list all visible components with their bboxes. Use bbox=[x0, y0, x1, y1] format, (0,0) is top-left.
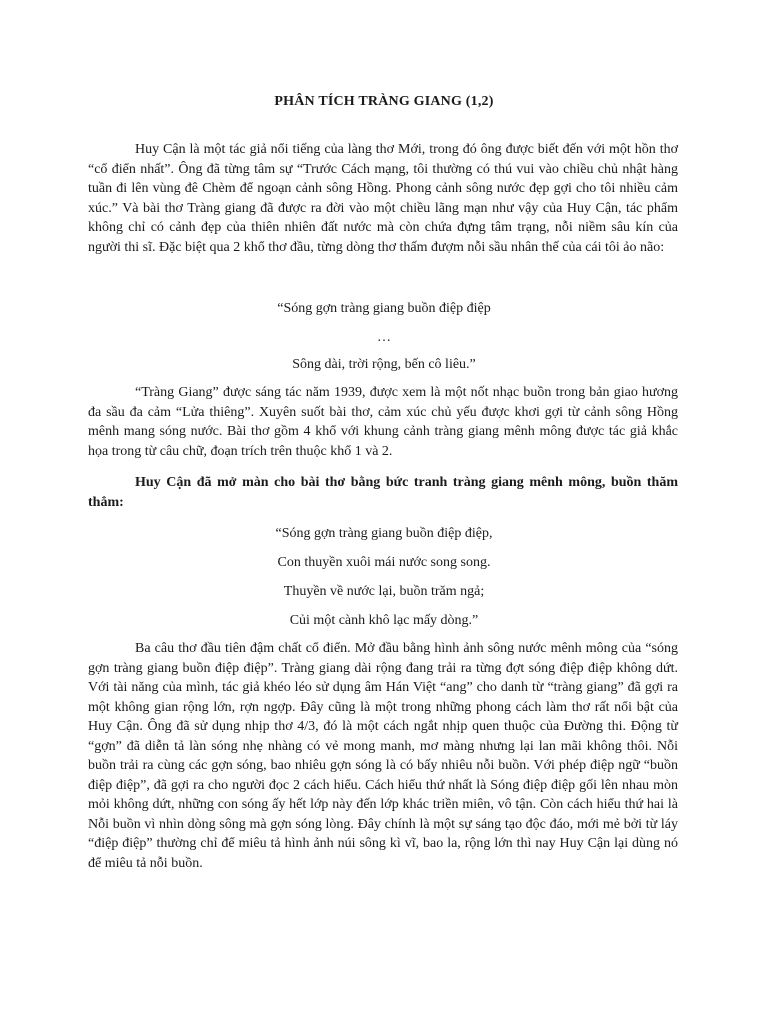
paragraph-3: Ba câu thơ đầu tiên đậm chất cổ điển. Mở đầu bằng hình ảnh sông nước mênh mông của “sóng gợn tràng giang buồn điệp điệp”. Tràng giang dài rộng đang trải ra từng đợt sóng điệp điệp không dứt. Với tài năng của mình, tác giả khéo léo sử dụng âm Hán Việt “ang” cho danh từ “tràng giang” đã gợi ra một không gian rộng lớn, rợn ngợp. Đây cũng là một trong những phong cách làm thơ rất nổi bật của Huy Cận. Ông đã sử dụng nhịp thơ 4/3, đó là một cách ngắt nhịp quen thuộc của Đường thi. Động từ “gợn” đã diễn tả làn sóng nhẹ nhàng có vẻ mong manh, mơ màng nhưng lại lan mãi không thôi. Nỗi buồn trải ra cùng các gợn sóng, bao nhiêu gợn sóng là có bấy nhiêu nỗi buồn. Với phép điệp ngữ “buồn điệp điệp”, đã gợi ra cho người đọc 2 cách hiểu. Cách hiểu thứ nhất là Sóng điệp điệp gối lên nhau mòn mỏi không dứt, những con sóng ấy hết lớp này đến lớp khác triền miên, vô tận. Còn cách hiểu thứ hai là Nỗi buồn vì nhìn dòng sông mà gợn sóng lòng. Đây chính là một sự sáng tạo độc đáo, mới mẻ bởi từ láy “điệp điệp” thường chỉ để miêu tả hình ảnh núi sông kì vĩ, bao la, rộng lớn thì nay Huy Cận lại dùng nó để miêu tả nỗi buồn. bbox=[88, 641, 678, 871]
quote-line-2: Sông dài, trời rộng, bến cô liêu.” bbox=[292, 357, 476, 372]
stanza-line-2: Con thuyền xuôi mái nước song song. bbox=[277, 555, 491, 570]
stanza-line-3: Thuyền về nước lại, buồn trăm ngả; bbox=[283, 584, 485, 599]
intro-paragraph: Huy Cận là một tác giả nổi tiếng của làng thơ Mới, trong đó ông được biết đến với một hồn thơ “cổ điển nhất”. Ông đã từng tâm sự “Trước Cách mạng, tôi thường có thú vui vào chiều chủ nhật hàng tuần đi lên vùng đê Chèm để ngoạn cảnh sông Hồng. Phong cảnh sông nước đẹp gợi cho tôi nhiều cảm xúc.” Và bài thơ Tràng giang đã được ra đời vào một chiều lãng mạn như vậy của Huy Cận, tác phẩm không chỉ có cảnh đẹp của thiên nhiên đất nước mà còn chứa đựng tâm trạng, nỗi niềm sâu kín của người thi sĩ. Đặc biệt qua 2 khổ thơ đầu, từng dòng thơ thấm đượm nỗi sầu nhân thế của cái tôi ảo não: bbox=[88, 142, 678, 255]
quote-line-1: “Sóng gợn tràng giang buồn điệp điệp bbox=[277, 301, 491, 316]
stanza-line-4: Củi một cành khô lạc mấy dòng.” bbox=[289, 613, 479, 628]
stanza-line-1: “Sóng gợn tràng giang buồn điệp điệp, bbox=[275, 526, 493, 541]
quote-ellipsis: … bbox=[377, 330, 391, 345]
section-heading: Huy Cận đã mở màn cho bài thơ bằng bức tranh tràng giang mênh mông, buồn thăm thẳm: bbox=[88, 475, 678, 510]
paragraph-2: “Tràng Giang” được sáng tác năm 1939, được xem là một nốt nhạc buồn trong bản giao hương đa sầu đa cảm “Lửa thiêng”. Xuyên suốt bài thơ, cảm xúc chủ yếu được khơi gợi từ cảnh sông Hồng mênh mang sóng nước. Bài thơ gồm 4 khổ với khung cảnh tràng giang mênh mông được tác giả khắc họa trong từ câu chữ, đoạn trích trên thuộc khổ 1 và 2. bbox=[88, 385, 678, 459]
page-title: PHÂN TÍCH TRÀNG GIANG (1,2) bbox=[274, 94, 494, 109]
